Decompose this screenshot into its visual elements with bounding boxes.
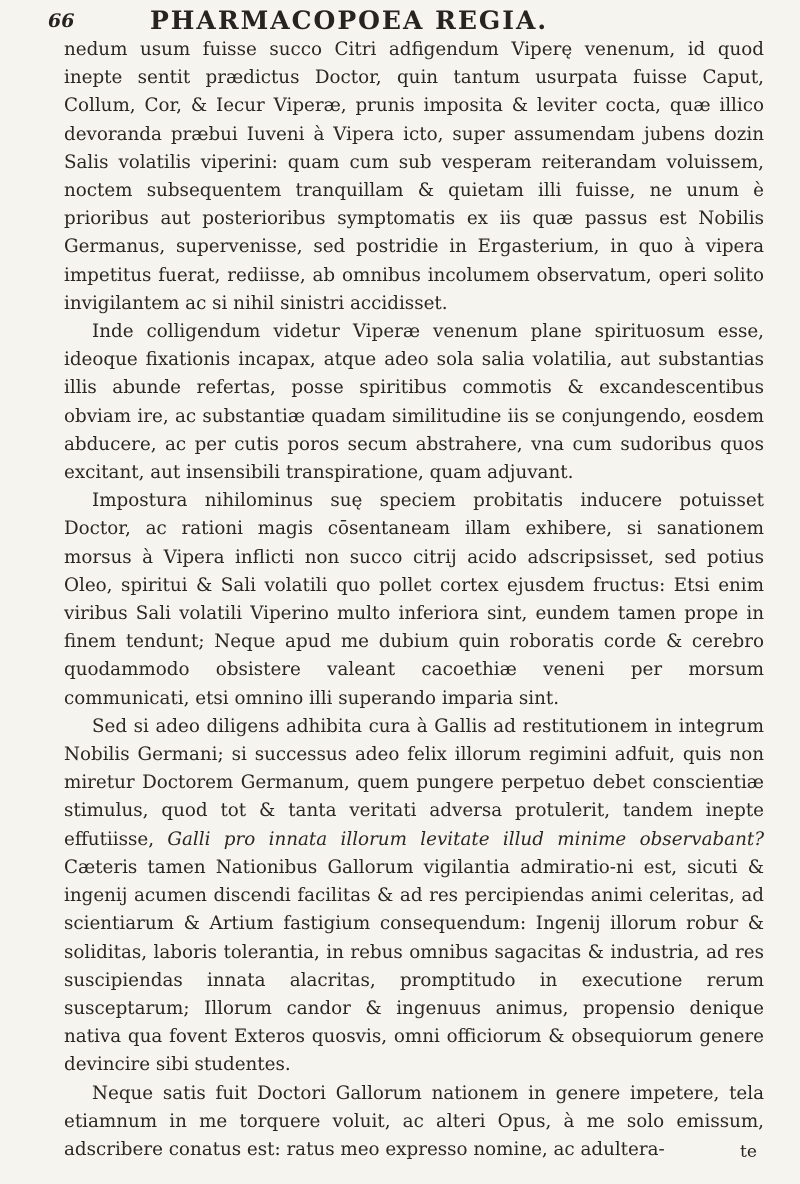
paragraph-4-text-after: Cæteris tamen Nationibus Gallorum vigilantia admiratio-ni est, sicuti & ingenij acumen discendi facilitas & ad res percipiendas animi celeritas, ad scientiarum & Artium fastigium consequendum: Ingenij illorum robur & soliditas, laboris tolerantia, in rebus omnibus sagacitas & industria, ad res suscipiendas innata alacritas, promptitudo in executione rerum susceptarum; Illorum candor & ingenuus animus, propensio denique nativa qua fovent Exteros quosvis, omni officiorum & obsequiorum genere devincire sibi studentes.	[64, 856, 764, 1076]
running-title: PHARMACOPOEA REGIA.	[150, 6, 549, 35]
paragraph-4-italic-quote: Galli pro innata illorum levitate illud minime observabant?	[167, 828, 764, 850]
paragraph-3: Impostura nihilominus suę speciem probitatis inducere potuisset Doctor, ac rationi magis cōsentaneam illam exhibere, si sanationem morsus à Vipera inflicti non succo citrij acido adscripsisset, sed potius Oleo, spiritui & Sali volatili quo pollet cortex ejusdem fructus: Etsi enim viribus Sali volatili Viperino multo inferiora sint, eundem tamen prope in finem tendunt; Neque apud me dubium quin roboratis corde & cerebro quodammodo obsistere valeant cacoethiæ veneni per morsum communicati, etsi omnino illi superando imparia sint.	[64, 490, 764, 709]
page-number: 66	[48, 10, 75, 32]
paragraph-1: nedum usum fuisse succo Citri adfigendum Viperę venenum, id quod inepte sentit prædictus Doctor, quin tantum usurpata fuisse Caput, Collum, Cor, & Iecur Viperæ, prunis imposita & leviter cocta, quæ illico devoranda præbui Iuveni à Vipera icto, super assumendam jubens dozin Salis volatilis viperini: quam cum sub vesperam reiterandam voluissem, noctem subsequentem tranquillam & quietam illi fuisse, ne unum è prioribus aut posterioribus symptomatis ex iis quæ passus est Nobilis Germanus, supervenisse, sed postridie in Ergasterium, in quo à vipera impetitus fuerat, rediisse, ab omnibus incolumem observatum, operi solito invigilantem ac si nihil sinistri accidisset.	[64, 39, 764, 314]
paragraph-5: Neque satis fuit Doctori Gallorum nationem in genere impetere, tela etiamnum in me torquere voluit, ac alteri Opus, à me solo emissum, adscribere conatus est: ratus meo expresso nomine, ac adultera-	[64, 1082, 764, 1160]
paragraph-4-text-before: Sed si adeo diligens adhibita cura à Gallis ad restitutionem in integrum Nobilis Germani; si successus adeo felix illorum regimini adfuit, quis non miretur Doctorem Germanum, quem pungere perpetuo debet conscientiæ stimulus, quod tot & tanta veritati adversa protulerit, tandem inepte effutiisse,	[64, 715, 764, 850]
body-text	[64, 36, 764, 1164]
paragraph-2: Inde colligendum videtur Viperæ venenum plane spirituosum esse, ideoque fixationis incapax, atque adeo sola salia volatilia, aut substantias illis abunde refertas, posse spiritibus commotis & excandescentibus obviam ire, ac substantiæ quadam similitudine iis se conjungendo, eosdem abducere, ac per cutis poros secum abstrahere, vna cum sudoribus quos excitant, aut insensibili transpiratione, quam adjuvant.	[64, 321, 764, 484]
paragraph-4	[64, 713, 764, 1080]
catchword: te	[740, 1142, 757, 1162]
running-head	[48, 4, 760, 38]
